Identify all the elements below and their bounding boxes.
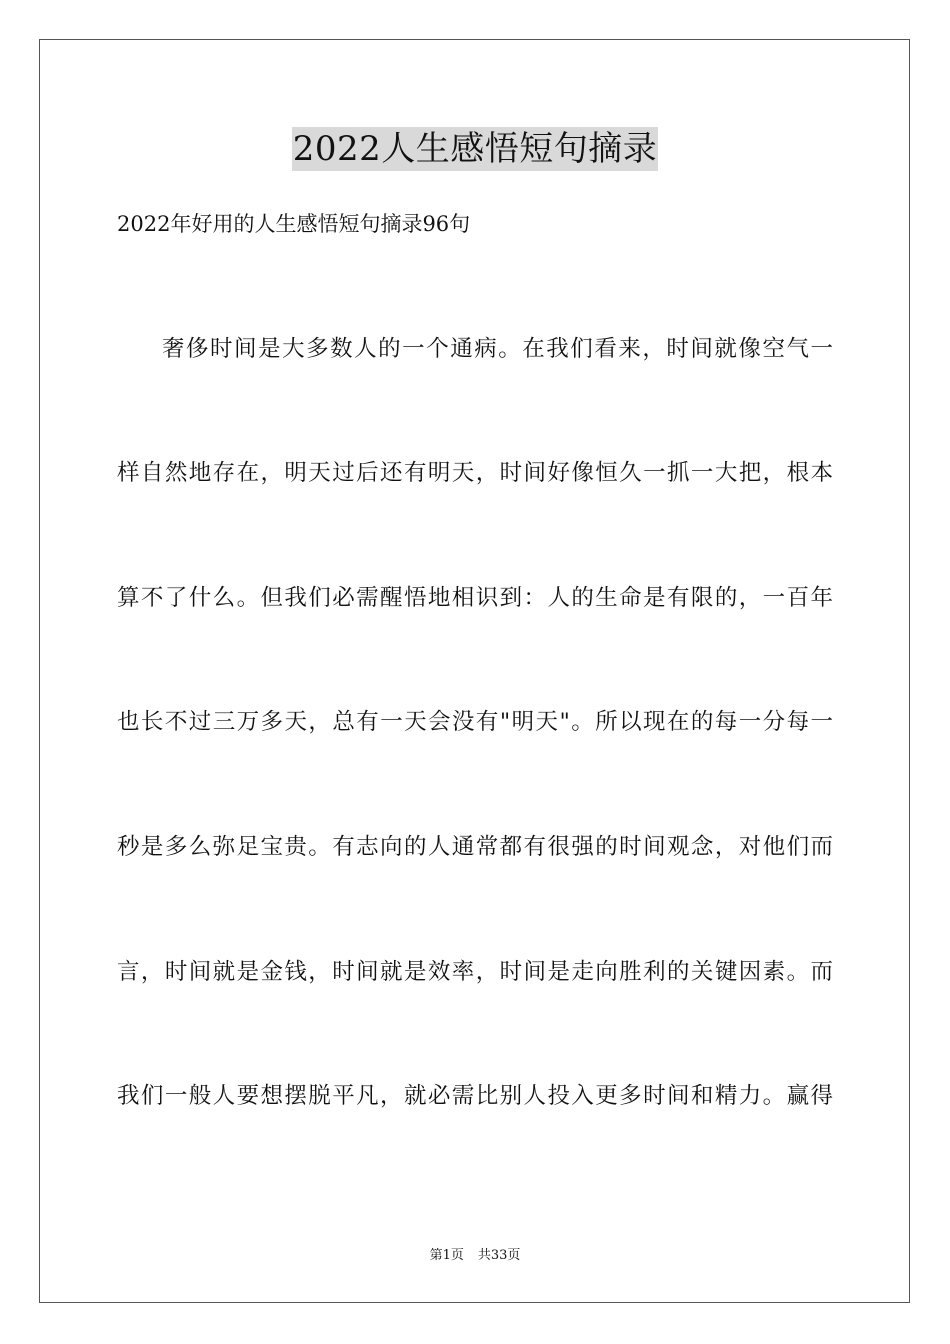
paragraph-line: 秒是多么弥足宝贵。有志向的人通常都有很强的时间观念，对他们而 xyxy=(117,834,833,860)
paragraph-line: 奢侈时间是大多数人的一个通病。在我们看来，时间就像空气一 xyxy=(162,336,833,362)
paragraph-line: 我们一般人要想摆脱平凡，就必需比别人投入更多时间和精力。赢得 xyxy=(117,1083,833,1109)
paragraph-line: 算不了什么。但我们必需醒悟地相识到：人的生命是有限的，一百年 xyxy=(117,585,833,611)
page-number: 第1页 xyxy=(429,1248,464,1263)
page-footer xyxy=(0,1247,950,1265)
page-total: 共33页 xyxy=(477,1248,521,1263)
paragraph-line: 样自然地存在，明天过后还有明天，时间好像恒久一抓一大把，根本 xyxy=(117,460,833,486)
paragraph-line: 也长不过三万多天，总有一天会没有"明天"。所以现在的每一分每一 xyxy=(117,709,833,735)
paragraph-line: 言，时间就是金钱，时间就是效率，时间是走向胜利的关键因素。而 xyxy=(117,959,833,985)
document-subtitle: 2022年好用的人生感悟短句摘录96句 xyxy=(117,212,471,236)
document-title xyxy=(0,127,950,171)
document-title-text: 2022人生感悟短句摘录 xyxy=(292,129,658,169)
